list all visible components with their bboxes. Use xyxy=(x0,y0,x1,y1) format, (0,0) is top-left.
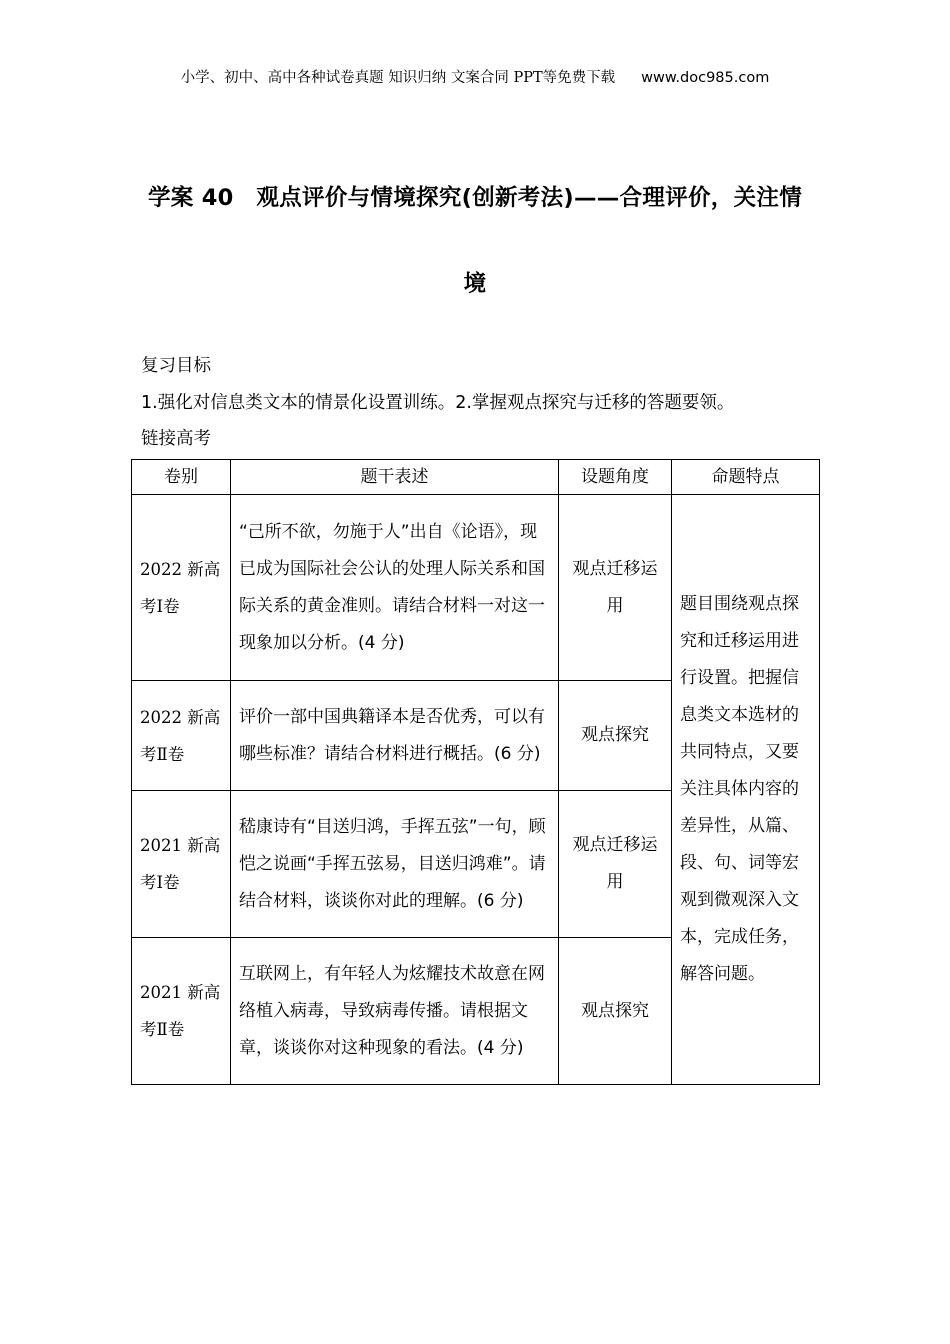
review-goals-text: 1.强化对信息类文本的情景化设置训练。2.掌握观点探究与迁移的答题要领。 xyxy=(141,393,735,413)
angle-cell: 观点探究 xyxy=(559,681,672,791)
column-header-paper: 卷别 xyxy=(132,460,231,495)
angle-cell: 观点探究 xyxy=(559,938,672,1085)
angle-cell: 观点迁移运用 xyxy=(559,495,672,681)
table-row xyxy=(132,495,820,681)
paper-cell: 2021 新高考Ⅰ卷 xyxy=(132,791,231,938)
column-header-question: 题干表述 xyxy=(231,460,559,495)
exam-table xyxy=(131,459,820,1085)
header-text: 小学、初中、高中各种试卷真题 知识归纳 文案合同 PPT等免费下载 xyxy=(180,70,616,86)
question-cell: 互联网上，有年轻人为炫耀技术故意在网络植入病毒，导致病毒传播。请根据文章，谈谈你对这种现象的看法。(4 分) xyxy=(231,938,559,1085)
table-header-row xyxy=(132,460,820,495)
paper-cell: 2022 新高考Ⅰ卷 xyxy=(132,495,231,681)
link-exam-heading: 链接高考 xyxy=(141,429,211,449)
question-cell: 嵇康诗有“目送归鸿，手挥五弦”一句，顾恺之说画“手挥五弦易，目送归鸿难”。请结合材料，谈谈你对此的理解。(6 分) xyxy=(231,791,559,938)
column-header-angle: 设题角度 xyxy=(559,460,672,495)
question-cell: 评价一部中国典籍译本是否优秀，可以有哪些标准？请结合材料进行概括。(6 分) xyxy=(231,681,559,791)
paper-cell: 2021 新高考Ⅱ卷 xyxy=(132,938,231,1085)
feature-cell: 题目围绕观点探究和迁移运用进行设置。把握信息类文本选材的共同特点，又要关注具体内容的差异性，从篇、段、句、词等宏观到微观深入文本，完成任务，解答问题。 xyxy=(672,495,820,1085)
paper-cell: 2022 新高考Ⅱ卷 xyxy=(132,681,231,791)
header-site-link[interactable]: www.doc985.com xyxy=(641,70,770,86)
page-header xyxy=(0,66,950,87)
column-header-feature: 命题特点 xyxy=(672,460,820,495)
page-title-line-2: 境 xyxy=(463,271,487,297)
page-title-line-1: 学案 40 观点评价与情境探究(创新考法)——合理评价，关注情 xyxy=(147,185,802,211)
question-cell: “己所不欲，勿施于人”出自《论语》，现已成为国际社会公认的处理人际关系和国际关系的黄金准则。请结合材料一对这一现象加以分析。(4 分) xyxy=(231,495,559,681)
angle-cell: 观点迁移运用 xyxy=(559,791,672,938)
review-goals-heading: 复习目标 xyxy=(141,356,211,376)
